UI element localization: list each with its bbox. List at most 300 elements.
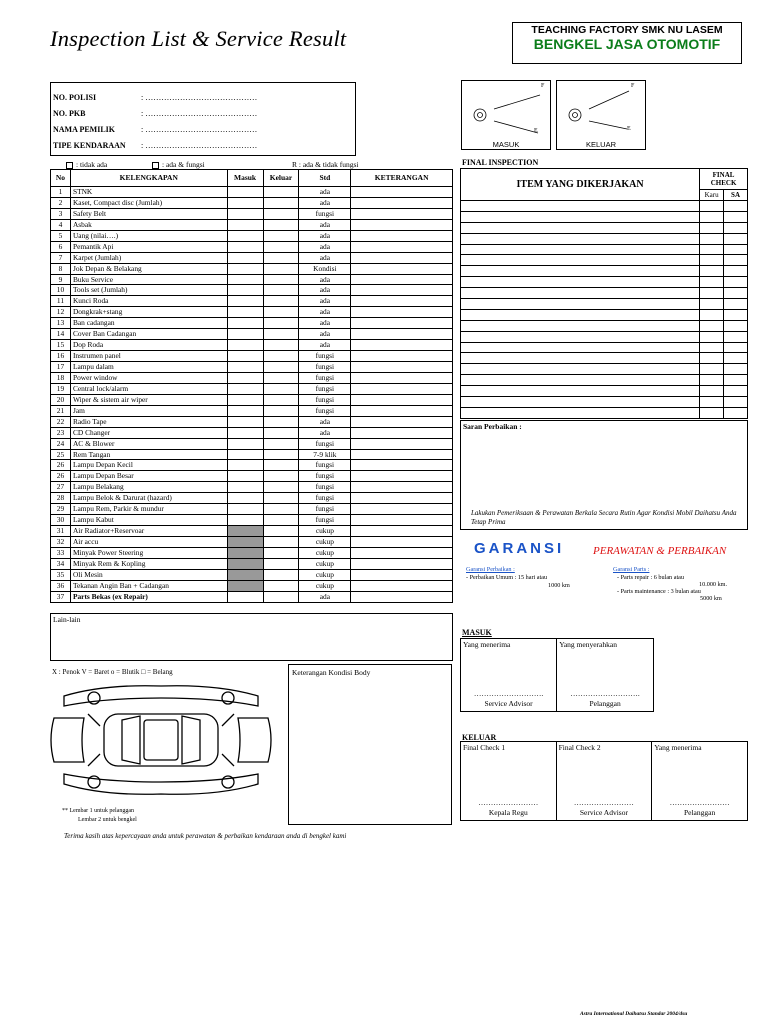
table-row bbox=[51, 547, 453, 558]
row-keterangan-cell[interactable] bbox=[351, 504, 453, 515]
item-cell[interactable] bbox=[461, 288, 700, 299]
sa-cell[interactable] bbox=[724, 255, 748, 266]
row-keluar-cell[interactable] bbox=[263, 219, 299, 230]
table-row bbox=[51, 263, 453, 274]
sa-cell[interactable] bbox=[724, 407, 748, 418]
table-row bbox=[461, 233, 748, 244]
row-keterangan-cell[interactable] bbox=[351, 241, 453, 252]
row-masuk-cell[interactable] bbox=[227, 372, 263, 383]
row-keluar-cell[interactable] bbox=[263, 274, 299, 285]
row-keluar-cell[interactable] bbox=[263, 493, 299, 504]
row-keluar-cell[interactable] bbox=[263, 526, 299, 537]
item-cell[interactable] bbox=[461, 331, 700, 342]
row-masuk-cell[interactable] bbox=[227, 383, 263, 394]
sa-cell[interactable] bbox=[724, 397, 748, 408]
row-masuk-cell[interactable] bbox=[227, 504, 263, 515]
item-cell[interactable] bbox=[461, 255, 700, 266]
table-row bbox=[51, 219, 453, 230]
row-masuk-cell[interactable] bbox=[227, 219, 263, 230]
sa-cell[interactable] bbox=[724, 211, 748, 222]
item-cell[interactable] bbox=[461, 309, 700, 320]
square-icon bbox=[152, 162, 159, 169]
item-cell[interactable] bbox=[461, 364, 700, 375]
row-std: cukup bbox=[299, 526, 351, 537]
col-keterangan: KETERANGAN bbox=[351, 170, 453, 187]
row-no: 24 bbox=[51, 438, 71, 449]
row-masuk-cell[interactable] bbox=[227, 197, 263, 208]
identity-box bbox=[50, 82, 356, 156]
row-keterangan-cell[interactable] bbox=[351, 460, 453, 471]
row-keluar-cell[interactable] bbox=[263, 591, 299, 602]
row-keluar-cell[interactable] bbox=[263, 372, 299, 383]
row-masuk-cell[interactable] bbox=[227, 416, 263, 427]
row-no: 12 bbox=[51, 307, 71, 318]
brand-line1: TEACHING FACTORY SMK NU LASEM bbox=[531, 24, 723, 36]
item-cell[interactable] bbox=[461, 386, 700, 397]
item-cell[interactable] bbox=[461, 342, 700, 353]
table-row bbox=[51, 285, 453, 296]
row-no: 6 bbox=[51, 241, 71, 252]
sa-cell[interactable] bbox=[724, 288, 748, 299]
row-std: cukup bbox=[299, 547, 351, 558]
row-keterangan-cell[interactable] bbox=[351, 307, 453, 318]
row-keterangan-cell[interactable] bbox=[351, 394, 453, 405]
row-std: fungsi bbox=[299, 383, 351, 394]
row-keluar-cell[interactable] bbox=[263, 187, 299, 198]
row-keluar-cell[interactable] bbox=[263, 460, 299, 471]
row-item: Lampu Kabut bbox=[70, 515, 227, 526]
row-keluar-cell[interactable] bbox=[263, 362, 299, 373]
field-label: NO. POLISI bbox=[53, 93, 97, 102]
row-no: 19 bbox=[51, 383, 71, 394]
row-keterangan-cell[interactable] bbox=[351, 219, 453, 230]
row-masuk-cell[interactable] bbox=[227, 482, 263, 493]
row-keluar-cell[interactable] bbox=[263, 285, 299, 296]
field-no-pkb[interactable] bbox=[53, 109, 258, 118]
table-row bbox=[51, 537, 453, 548]
item-cell[interactable] bbox=[461, 277, 700, 288]
row-std: ada bbox=[299, 340, 351, 351]
row-masuk-cell[interactable] bbox=[227, 427, 263, 438]
row-keterangan-cell[interactable] bbox=[351, 351, 453, 362]
row-keluar-cell[interactable] bbox=[263, 197, 299, 208]
row-keterangan-cell[interactable] bbox=[351, 449, 453, 460]
final-check-header: FINAL CHECK bbox=[700, 169, 748, 190]
legend-ada-fungsi: : ada & fungsi bbox=[152, 160, 205, 169]
row-std: fungsi bbox=[299, 438, 351, 449]
row-item: CD Changer bbox=[70, 427, 227, 438]
sa-cell[interactable] bbox=[724, 364, 748, 375]
row-keterangan-cell[interactable] bbox=[351, 318, 453, 329]
row-item: Air accu bbox=[70, 537, 227, 548]
row-keterangan-cell[interactable] bbox=[351, 580, 453, 591]
field-no-polisi[interactable] bbox=[53, 93, 258, 102]
kuru-cell[interactable] bbox=[700, 397, 724, 408]
row-keluar-cell[interactable] bbox=[263, 252, 299, 263]
row-item: STNK bbox=[70, 187, 227, 198]
row-keterangan-cell[interactable] bbox=[351, 471, 453, 482]
table-row bbox=[461, 211, 748, 222]
kuru-cell[interactable] bbox=[700, 342, 724, 353]
item-cell[interactable] bbox=[461, 397, 700, 408]
row-masuk-cell[interactable] bbox=[227, 515, 263, 526]
table-row bbox=[461, 342, 748, 353]
row-masuk-cell[interactable] bbox=[227, 569, 263, 580]
field-value[interactable]: : …………………………………… bbox=[141, 109, 258, 118]
item-cell[interactable] bbox=[461, 353, 700, 364]
sa-cell[interactable] bbox=[724, 244, 748, 255]
sa-cell[interactable] bbox=[724, 277, 748, 288]
row-no: 15 bbox=[51, 340, 71, 351]
row-std: fungsi bbox=[299, 208, 351, 219]
row-no: 33 bbox=[51, 547, 71, 558]
sa-cell[interactable] bbox=[724, 375, 748, 386]
row-masuk-cell[interactable] bbox=[227, 537, 263, 548]
row-item: Kunci Roda bbox=[70, 296, 227, 307]
row-keterangan-cell[interactable] bbox=[351, 482, 453, 493]
row-std: fungsi bbox=[299, 515, 351, 526]
kuru-cell[interactable] bbox=[700, 299, 724, 310]
row-keluar-cell[interactable] bbox=[263, 351, 299, 362]
kuru-cell[interactable] bbox=[700, 375, 724, 386]
row-keterangan-cell[interactable] bbox=[351, 515, 453, 526]
signature-label: Pelanggan bbox=[683, 808, 716, 817]
field-value[interactable]: : …………………………………… bbox=[141, 141, 258, 150]
row-keluar-cell[interactable] bbox=[263, 318, 299, 329]
row-item: Uang (nilai….) bbox=[70, 230, 227, 241]
kuru-cell[interactable] bbox=[700, 364, 724, 375]
table-row bbox=[51, 340, 453, 351]
row-keluar-cell[interactable] bbox=[263, 263, 299, 274]
kuru-cell[interactable] bbox=[700, 309, 724, 320]
field-nama-pemilik[interactable] bbox=[53, 125, 258, 134]
table-row bbox=[51, 515, 453, 526]
sa-cell[interactable] bbox=[724, 309, 748, 320]
field-value[interactable]: : …………………………………… bbox=[141, 125, 258, 134]
table-row bbox=[461, 407, 748, 418]
legend-ada-tidak-fungsi: R : ada & tidak fungsi bbox=[292, 160, 359, 169]
row-masuk-cell[interactable] bbox=[227, 526, 263, 537]
row-no: 26 bbox=[51, 460, 71, 471]
row-keterangan-cell[interactable] bbox=[351, 526, 453, 537]
row-keterangan-cell[interactable] bbox=[351, 383, 453, 394]
row-std: cukup bbox=[299, 569, 351, 580]
item-header: ITEM YANG DIKERJAKAN bbox=[461, 169, 700, 201]
row-masuk-cell[interactable] bbox=[227, 591, 263, 602]
table-row bbox=[461, 364, 748, 375]
row-masuk-cell[interactable] bbox=[227, 394, 263, 405]
row-keluar-cell[interactable] bbox=[263, 427, 299, 438]
table-row bbox=[461, 309, 748, 320]
kuru-cell[interactable] bbox=[700, 407, 724, 418]
row-item: Asbak bbox=[70, 219, 227, 230]
row-masuk-cell[interactable] bbox=[227, 493, 263, 504]
masuk-yang-menerima[interactable]: Yang menerima ………………………. Service Advisor bbox=[461, 639, 557, 712]
row-masuk-cell[interactable] bbox=[227, 580, 263, 591]
sa-cell[interactable] bbox=[724, 342, 748, 353]
row-masuk-cell[interactable] bbox=[227, 547, 263, 558]
kuru-cell[interactable] bbox=[700, 233, 724, 244]
row-keluar-cell[interactable] bbox=[263, 537, 299, 548]
kuru-cell[interactable] bbox=[700, 288, 724, 299]
row-keterangan-cell[interactable] bbox=[351, 591, 453, 602]
fuel-gauge-keluar[interactable] bbox=[556, 80, 646, 150]
row-keluar-cell[interactable] bbox=[263, 449, 299, 460]
kuru-cell[interactable] bbox=[700, 255, 724, 266]
signature-label: Service Advisor bbox=[484, 699, 533, 708]
sa-cell[interactable] bbox=[724, 353, 748, 364]
row-keterangan-cell[interactable] bbox=[351, 252, 453, 263]
sa-cell[interactable] bbox=[724, 331, 748, 342]
sa-cell[interactable] bbox=[724, 222, 748, 233]
row-keluar-cell[interactable] bbox=[263, 482, 299, 493]
row-keterangan-cell[interactable] bbox=[351, 569, 453, 580]
row-masuk-cell[interactable] bbox=[227, 230, 263, 241]
row-item: Jok Depan & Belakang bbox=[70, 263, 227, 274]
row-masuk-cell[interactable] bbox=[227, 351, 263, 362]
row-keterangan-cell[interactable] bbox=[351, 296, 453, 307]
row-masuk-cell[interactable] bbox=[227, 274, 263, 285]
kuru-cell[interactable] bbox=[700, 266, 724, 277]
row-masuk-cell[interactable] bbox=[227, 307, 263, 318]
item-cell[interactable] bbox=[461, 299, 700, 310]
kuru-cell[interactable] bbox=[700, 386, 724, 397]
row-keterangan-cell[interactable] bbox=[351, 362, 453, 373]
kuru-cell[interactable] bbox=[700, 320, 724, 331]
row-item: Lampu Belakang bbox=[70, 482, 227, 493]
kuru-cell[interactable] bbox=[700, 353, 724, 364]
row-keterangan-cell[interactable] bbox=[351, 438, 453, 449]
sa-cell[interactable] bbox=[724, 266, 748, 277]
car-body-diagram[interactable] bbox=[44, 676, 278, 804]
row-std: ada bbox=[299, 318, 351, 329]
row-std: fungsi bbox=[299, 372, 351, 383]
kuru-cell[interactable] bbox=[700, 244, 724, 255]
row-no: 16 bbox=[51, 351, 71, 362]
table-row bbox=[461, 244, 748, 255]
row-keterangan-cell[interactable] bbox=[351, 372, 453, 383]
table-row bbox=[51, 416, 453, 427]
row-item: Central lock/alarm bbox=[70, 383, 227, 394]
row-keluar-cell[interactable] bbox=[263, 405, 299, 416]
item-cell[interactable] bbox=[461, 320, 700, 331]
row-keterangan-cell[interactable] bbox=[351, 405, 453, 416]
sa-cell[interactable] bbox=[724, 386, 748, 397]
col-kelengkapan: KELENGKAPAN bbox=[70, 170, 227, 187]
row-keterangan-cell[interactable] bbox=[351, 537, 453, 548]
col-keluar: Keluar bbox=[263, 170, 299, 187]
row-no: 14 bbox=[51, 329, 71, 340]
table-row bbox=[51, 405, 453, 416]
garansi-parts-line2: 10.000 km. bbox=[699, 581, 728, 588]
row-std: cukup bbox=[299, 558, 351, 569]
row-keluar-cell[interactable] bbox=[263, 580, 299, 591]
row-std: ada bbox=[299, 274, 351, 285]
row-no: 34 bbox=[51, 558, 71, 569]
footer-note: Astra International Daihatsu Standar 2004/dsu bbox=[580, 1011, 688, 1017]
row-keluar-cell[interactable] bbox=[263, 416, 299, 427]
row-keluar-cell[interactable] bbox=[263, 340, 299, 351]
row-keterangan-cell[interactable] bbox=[351, 285, 453, 296]
row-keluar-cell[interactable] bbox=[263, 241, 299, 252]
masuk-signature-table bbox=[460, 638, 654, 712]
sa-cell[interactable] bbox=[724, 233, 748, 244]
keluar-signature-table bbox=[460, 741, 748, 821]
row-keterangan-cell[interactable] bbox=[351, 558, 453, 569]
row-keterangan-cell[interactable] bbox=[351, 208, 453, 219]
row-no: 17 bbox=[51, 362, 71, 373]
item-cell[interactable] bbox=[461, 222, 700, 233]
row-keluar-cell[interactable] bbox=[263, 471, 299, 482]
gauge-f-label: F bbox=[541, 83, 545, 89]
table-row bbox=[461, 331, 748, 342]
row-keluar-cell[interactable] bbox=[263, 547, 299, 558]
row-keterangan-cell[interactable] bbox=[351, 427, 453, 438]
row-keterangan-cell[interactable] bbox=[351, 547, 453, 558]
row-masuk-cell[interactable] bbox=[227, 318, 263, 329]
item-cell[interactable] bbox=[461, 211, 700, 222]
row-keluar-cell[interactable] bbox=[263, 230, 299, 241]
row-masuk-cell[interactable] bbox=[227, 362, 263, 373]
keluar-yang-menerima[interactable]: Yang menerima …………………… Pelanggan bbox=[652, 742, 748, 821]
row-masuk-cell[interactable] bbox=[227, 340, 263, 351]
lain-lain-box[interactable] bbox=[50, 613, 453, 661]
row-masuk-cell[interactable] bbox=[227, 241, 263, 252]
item-cell[interactable] bbox=[461, 201, 700, 212]
saran-box[interactable] bbox=[460, 420, 748, 530]
final-inspection-table bbox=[460, 168, 748, 419]
row-masuk-cell[interactable] bbox=[227, 471, 263, 482]
item-cell[interactable] bbox=[461, 244, 700, 255]
row-item: Safety Belt bbox=[70, 208, 227, 219]
row-masuk-cell[interactable] bbox=[227, 296, 263, 307]
lain-lain-label: Lain-lain bbox=[53, 615, 81, 624]
row-keluar-cell[interactable] bbox=[263, 296, 299, 307]
table-row bbox=[51, 307, 453, 318]
row-keterangan-cell[interactable] bbox=[351, 493, 453, 504]
row-no: 30 bbox=[51, 515, 71, 526]
car-outline-icon bbox=[51, 686, 271, 795]
row-keterangan-cell[interactable] bbox=[351, 263, 453, 274]
table-row bbox=[461, 288, 748, 299]
row-std: ada bbox=[299, 307, 351, 318]
kuru-cell[interactable] bbox=[700, 331, 724, 342]
row-masuk-cell[interactable] bbox=[227, 187, 263, 198]
row-keluar-cell[interactable] bbox=[263, 515, 299, 526]
row-keterangan-cell[interactable] bbox=[351, 274, 453, 285]
fuel-gauge-masuk[interactable] bbox=[461, 80, 551, 150]
kuru-cell[interactable] bbox=[700, 277, 724, 288]
field-value[interactable]: : …………………………………… bbox=[141, 93, 258, 102]
row-masuk-cell[interactable] bbox=[227, 263, 263, 274]
row-item: Lampu Depan Besar bbox=[70, 471, 227, 482]
fuel-gauge-icon bbox=[557, 81, 645, 137]
garansi-perbaikan-line2: 1000 km bbox=[548, 582, 570, 589]
row-keluar-cell[interactable] bbox=[263, 329, 299, 340]
row-masuk-cell[interactable] bbox=[227, 449, 263, 460]
kuru-cell[interactable] bbox=[700, 211, 724, 222]
field-label: TIPE KENDARAAN bbox=[53, 141, 126, 150]
keluar-final-check-2[interactable]: Final Check 2 …………………… Service Advisor bbox=[556, 742, 652, 821]
row-keluar-cell[interactable] bbox=[263, 504, 299, 515]
item-cell[interactable] bbox=[461, 233, 700, 244]
row-std: fungsi bbox=[299, 351, 351, 362]
row-no: 31 bbox=[51, 526, 71, 537]
row-masuk-cell[interactable] bbox=[227, 208, 263, 219]
row-masuk-cell[interactable] bbox=[227, 405, 263, 416]
row-masuk-cell[interactable] bbox=[227, 438, 263, 449]
row-item: Radio Tape bbox=[70, 416, 227, 427]
table-row bbox=[51, 427, 453, 438]
row-masuk-cell[interactable] bbox=[227, 558, 263, 569]
item-cell[interactable] bbox=[461, 407, 700, 418]
table-row bbox=[51, 208, 453, 219]
sa-cell[interactable] bbox=[724, 201, 748, 212]
gauge-e-label: E bbox=[534, 128, 538, 134]
row-keluar-cell[interactable] bbox=[263, 569, 299, 580]
table-row bbox=[51, 351, 453, 362]
row-keterangan-cell[interactable] bbox=[351, 416, 453, 427]
garansi-perbaikan-line1: - Perbaikan Umum : 15 hari atau bbox=[466, 574, 548, 581]
row-keluar-cell[interactable] bbox=[263, 307, 299, 318]
signature-label: Service Advisor bbox=[579, 808, 628, 817]
item-cell[interactable] bbox=[461, 375, 700, 386]
row-masuk-cell[interactable] bbox=[227, 252, 263, 263]
table-row bbox=[461, 201, 748, 212]
sa-cell[interactable] bbox=[724, 299, 748, 310]
sa-header: SA bbox=[724, 190, 748, 201]
keluar-final-check-1[interactable]: Final Check 1 …………………… Kepala Regu bbox=[461, 742, 557, 821]
masuk-title: MASUK bbox=[462, 628, 492, 637]
row-keluar-cell[interactable] bbox=[263, 383, 299, 394]
body-note-box[interactable] bbox=[288, 664, 452, 825]
row-keluar-cell[interactable] bbox=[263, 558, 299, 569]
field-tipe-kendaraan[interactable] bbox=[53, 141, 258, 150]
row-keterangan-cell[interactable] bbox=[351, 340, 453, 351]
row-item: Ban cadangan bbox=[70, 318, 227, 329]
row-keluar-cell[interactable] bbox=[263, 394, 299, 405]
row-masuk-cell[interactable] bbox=[227, 329, 263, 340]
row-keterangan-cell[interactable] bbox=[351, 329, 453, 340]
row-std: cukup bbox=[299, 580, 351, 591]
garansi-parts-title: Garansi Parts : bbox=[613, 566, 650, 573]
sa-cell[interactable] bbox=[724, 320, 748, 331]
table-row bbox=[51, 504, 453, 515]
row-keterangan-cell[interactable] bbox=[351, 230, 453, 241]
row-no: 3 bbox=[51, 208, 71, 219]
table-row bbox=[51, 438, 453, 449]
row-std: fungsi bbox=[299, 471, 351, 482]
row-item: Parts Bekas (ex Repair) bbox=[70, 591, 227, 602]
kuru-cell[interactable] bbox=[700, 201, 724, 212]
row-keterangan-cell[interactable] bbox=[351, 197, 453, 208]
table-row bbox=[51, 329, 453, 340]
table-row bbox=[461, 255, 748, 266]
masuk-yang-menyerahkan[interactable]: Yang menyerahkan ………………………. Pelanggan bbox=[557, 639, 654, 712]
row-std: fungsi bbox=[299, 504, 351, 515]
row-keluar-cell[interactable] bbox=[263, 208, 299, 219]
item-cell[interactable] bbox=[461, 266, 700, 277]
row-keterangan-cell[interactable] bbox=[351, 187, 453, 198]
kuru-cell[interactable] bbox=[700, 222, 724, 233]
row-keluar-cell[interactable] bbox=[263, 438, 299, 449]
row-std: ada bbox=[299, 230, 351, 241]
legend-tidak-ada: : tidak ada bbox=[66, 160, 107, 169]
row-masuk-cell[interactable] bbox=[227, 460, 263, 471]
row-std: ada bbox=[299, 591, 351, 602]
row-std: ada bbox=[299, 329, 351, 340]
row-masuk-cell[interactable] bbox=[227, 285, 263, 296]
